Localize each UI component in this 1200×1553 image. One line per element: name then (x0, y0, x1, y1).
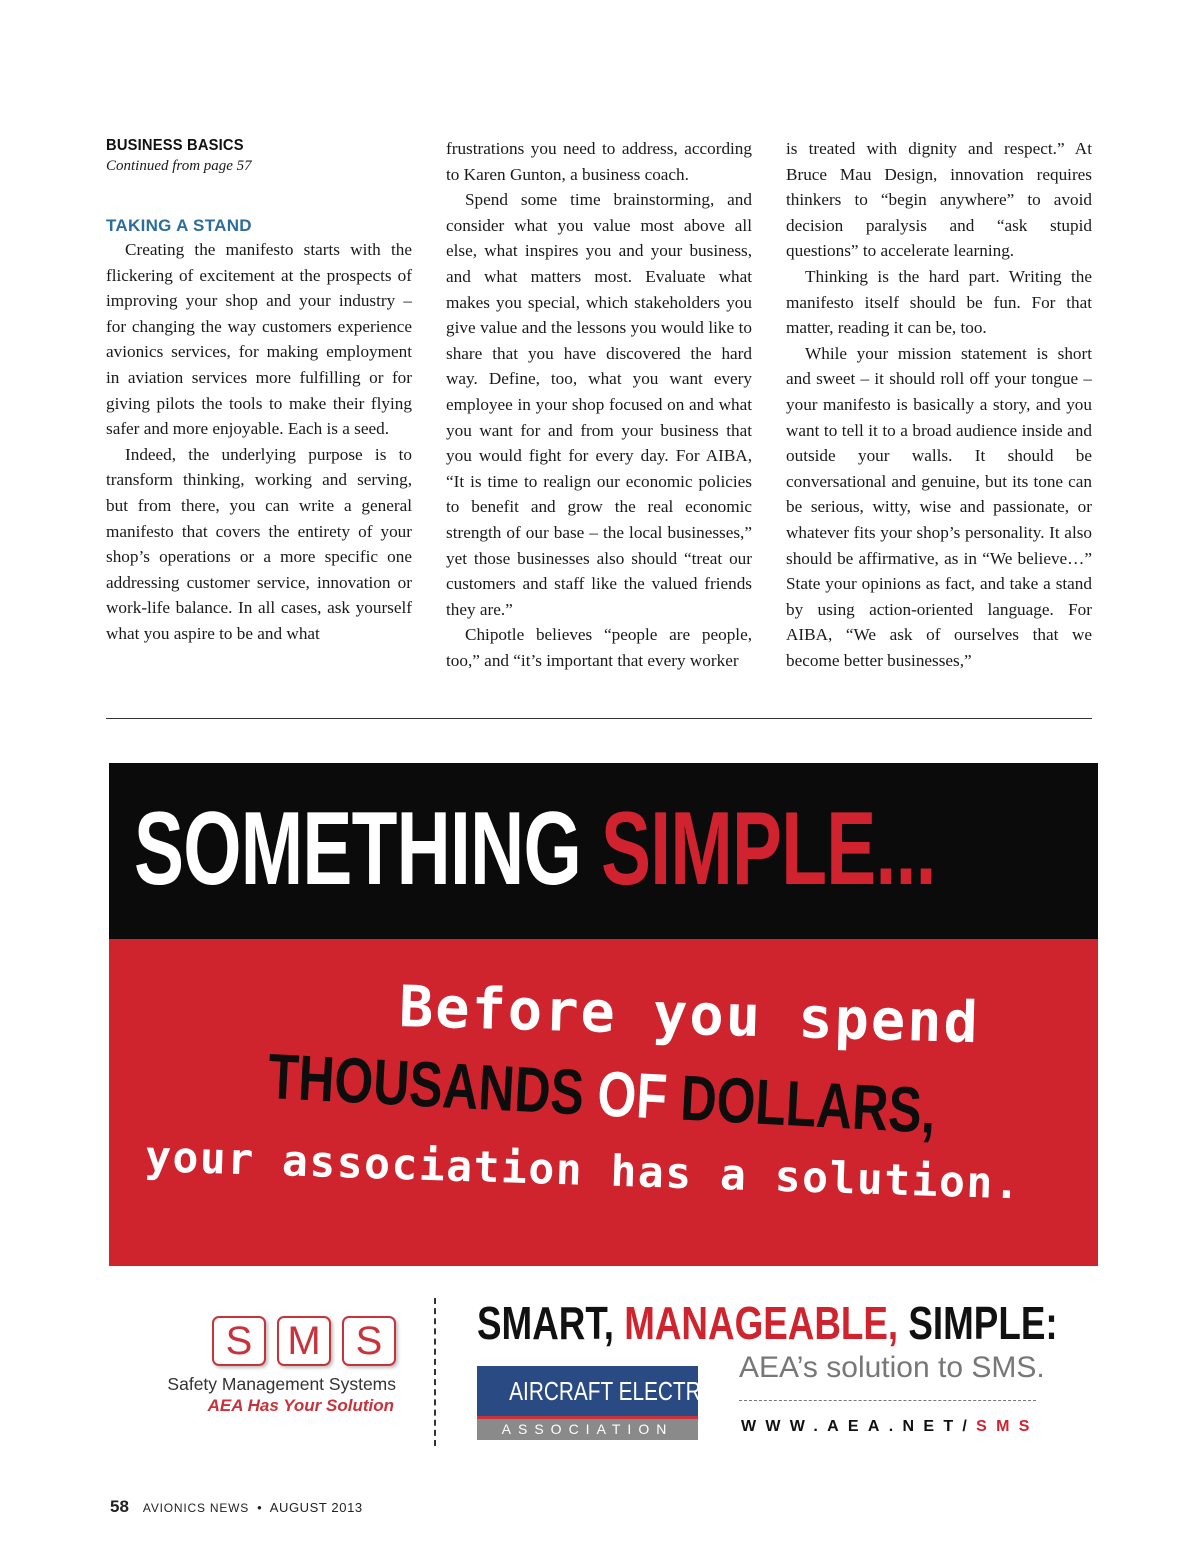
sms-logo (212, 1316, 396, 1368)
sms-name: Safety Management Systems (167, 1374, 396, 1394)
paragraph: frustrations you need to address, according to Karen Gunton, a business coach. (446, 139, 752, 184)
page-footer (110, 1497, 363, 1517)
section-label: BUSINESS BASICS (106, 137, 244, 154)
article-column-3 (786, 136, 1092, 673)
aea-logo (477, 1366, 767, 1440)
sms-letter-box: S (212, 1316, 266, 1366)
ad-line-before-you-spend: Before you spend (398, 973, 981, 1057)
aea-logo-top (477, 1366, 767, 1416)
subhead: TAKING A STAND (106, 216, 252, 235)
footer-separator: • (257, 1500, 262, 1515)
paragraph: Thinking is the hard part. Writing the manifesto itself should be fun. For that matter, reading it can be, too. (786, 266, 1092, 338)
ad-line-solution: your association has a solution. (144, 1131, 1022, 1210)
publication-name: AVIONICS NEWS (142, 1501, 250, 1515)
paragraph: Creating the manifesto starts with the flickering of excitement at the prospects of improving your shop and your industry – for changing the way customers experience avionics services, for making employment in aviation services more fulfilling or for giving pilots the tools to make their flying safer and more enjoyable. Each is a seed. (106, 240, 412, 439)
ad-headline-white: SOMETHING (134, 791, 602, 907)
smart-b: MANAGEABLE, (624, 1297, 909, 1349)
aea-logo-top-text: AIRCRAFT ELECTRONICS (509, 1376, 767, 1406)
article-column-2 (446, 136, 752, 673)
aea-logo-bottom: ASSOCIATION (477, 1419, 698, 1440)
continued-note: Continued from page 57 (106, 158, 252, 174)
paragraph: Indeed, the underlying purpose is to transform thinking, working and serving, but from there, you can write a general manifesto that covers the entirety of your shop’s operations or a more specific one addressing customer service, innovation or work-life balance. In all cases, ask yourself what you aspire to be and what (106, 444, 412, 643)
paragraph: Spend some time brainstorming, and consider what you value most above all else, what inspires you and your business, and what matters most. Evaluate what makes you special, which stakeholders you give value and the lessons you would like to share that you have discovered the hard way. Define, too, what you want every employee in your shop focused on and what you want for and from your business that you would fight for every day. For AIBA, “It is time to realign our economic policies to benefit and grow the real economic strength of our base – the local businesses,” yet those businesses also should “treat our customers and staff like the valued friends they are.” (446, 190, 752, 619)
aea-url (741, 1416, 1039, 1438)
smart-headline (477, 1296, 1058, 1350)
sms-tagline: AEA Has Your Solution (207, 1396, 394, 1415)
paragraph: Chipotle believes “people are people, too,” and “it’s important that every worker (446, 625, 752, 670)
paragraph: is treated with dignity and respect.” At Bruce Mau Design, innovation requires thinkers to “begin anywhere” to avoid decision paralysis and “ask stupid questions” to accelerate learning. (786, 139, 1092, 261)
url-sms: SMS (976, 1418, 1039, 1435)
sms-letter-box: S (342, 1316, 396, 1366)
ad-headline-red: SIMPLE... (601, 791, 936, 907)
page-number: 58 (110, 1497, 129, 1516)
ad-headline (134, 791, 936, 907)
aea-solution-text: AEA’s solution to SMS. (739, 1351, 1045, 1384)
sms-letter-box: M (277, 1316, 331, 1366)
ad-line2-c: DOLLARS, (678, 1061, 938, 1147)
ad-line2-a: THOUSANDS (266, 1040, 600, 1130)
issue-date: AUGUST 2013 (269, 1500, 363, 1515)
smart-a: SMART, (477, 1297, 625, 1349)
paragraph: While your mission statement is short and sweet – it should roll off your tongue – your manifesto is basically a story, and you want to tell it to a broad audience inside and outside your walls. It should be conversational and genuine, but its tone can be serious, witty, wise and passionate, or whatever fits your shop’s personality. It also should be affirmative, as in “We believe…” State your opinions as fact, and take a stand by using action-oriented language. For AIBA, “We ask of ourselves that we become better businesses,” (786, 343, 1092, 670)
horizontal-rule (106, 718, 1092, 719)
ad-line2-b: OF (595, 1057, 683, 1134)
url-base: WWW.AEA.NET/ (741, 1418, 977, 1435)
smart-c: SIMPLE: (908, 1297, 1058, 1349)
dashed-divider (434, 1298, 436, 1446)
article-column-1 (106, 136, 412, 647)
dashed-line (739, 1400, 1036, 1401)
